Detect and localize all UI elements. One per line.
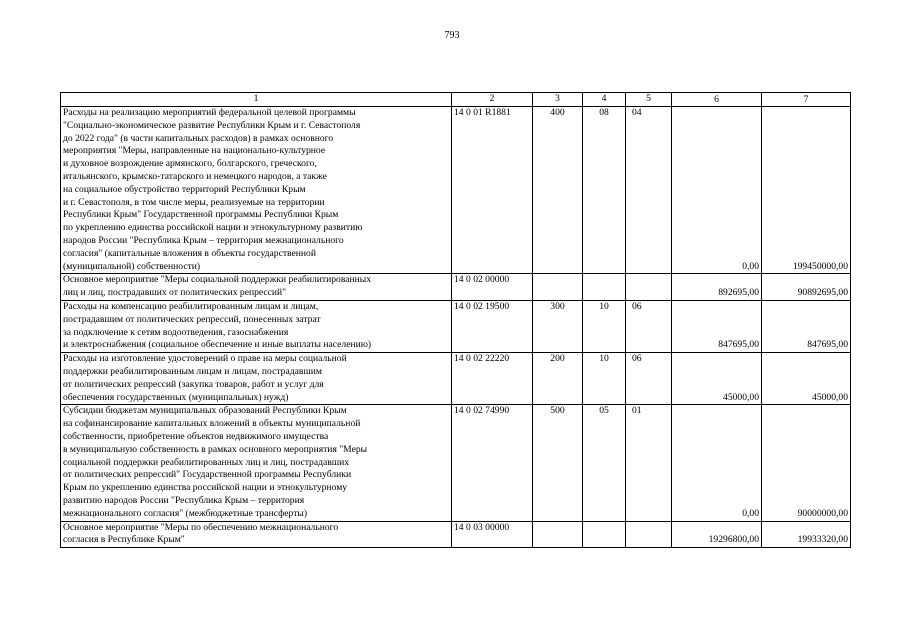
description-line: за подключение к сетям водоотведения, газоснабжения [63,326,289,338]
expense-type-cell: 500 [533,405,583,521]
expense-type-cell [533,274,583,301]
description-line: согласия" (капитальные вложения в объекты государственной [63,247,316,259]
amount-cell-7: 90892695,00 [762,274,851,301]
description-line: собственности, приобретение объектов недвижимого имущества [63,430,329,442]
header-cell-7: 7 [762,93,851,107]
section-cell [583,274,626,301]
description-cell [61,521,452,548]
description-cell [61,353,452,405]
header-cell-6: 6 [672,93,762,107]
amount-cell-7: 45000,00 [762,353,851,405]
amount-cell-6: 0,00 [672,405,762,521]
description-line: согласия в Республике Крым" [63,534,185,546]
description-line: Субсидии бюджетам муниципальных образований Республики Крым [63,405,347,417]
code-cell: 14 0 02 22220 [452,353,533,405]
section-cell: 10 [583,300,626,352]
description-line: Основное мероприятие "Меры социальной поддержки реабилитированных [63,274,372,286]
table-row [61,274,851,301]
header-cell-1: 1 [61,93,452,107]
description-cell [61,107,452,274]
header-cell-4: 4 [583,93,626,107]
description-cell [61,405,452,521]
table-row [61,353,851,405]
subsection-cell [626,521,672,548]
subsection-cell [626,274,672,301]
table-row [61,405,851,521]
amount-cell-6: 847695,00 [672,300,762,352]
subsection-cell: 01 [626,405,672,521]
description-line: и духовное возрождение армянского, болгарского, греческого, [63,158,317,170]
description-line: Расходы на реализацию мероприятий федеральной целевой программы [63,107,356,118]
amount-cell-7: 90000000,00 [762,405,851,521]
code-cell: 14 0 01 R1881 [452,107,533,274]
amount-cell-7: 19933320,00 [762,521,851,548]
expense-type-cell [533,521,583,548]
description-line: развитию народов России "Республика Крым – территория [63,494,305,506]
page-number: 793 [444,30,460,41]
table-row [61,521,851,548]
description-line: обеспечения государственных (муниципальных) нужд) [63,391,289,403]
amount-cell-6: 892695,00 [672,274,762,301]
table-row [61,107,851,274]
subsection-cell: 06 [626,300,672,352]
description-cell [61,274,452,301]
description-line: по укреплению единства российской нации и этнокультурному развитию [63,222,363,234]
header-cell-5: 5 [626,93,672,107]
description-line: в муниципальную собственность в рамках основного мероприятия "Меры [63,443,368,455]
table-row [61,300,851,352]
description-line: пострадавшим от политических репрессий, понесенных затрат [63,313,321,325]
header-cell-3: 3 [533,93,583,107]
section-cell: 08 [583,107,626,274]
amount-cell-7: 199450000,00 [762,107,851,274]
amount-cell-6: 19296800,00 [672,521,762,548]
description-line: и электроснабжения (социальное обеспечение и иные выплаты населению) [63,339,372,351]
expense-type-cell: 300 [533,300,583,352]
section-cell: 10 [583,353,626,405]
description-line: до 2022 года" (в части капитальных расходов) в рамках основного [63,132,334,144]
description-line: Основное мероприятие "Меры по обеспечению межнационального [63,521,339,533]
description-cell [61,300,452,352]
header-cell-2: 2 [452,93,533,107]
description-line: от политических репрессий (закупка товаров, работ и услуг для [63,378,324,390]
description-line: лиц и лиц, пострадавших от политических репрессий" [63,287,287,299]
code-cell: 14 0 03 00000 [452,521,533,548]
description-line: на социальное обустройство территорий Республики Крым [63,183,306,195]
subsection-cell: 04 [626,107,672,274]
description-line: Расходы на изготовление удостоверений о праве на меры социальной [63,353,347,365]
amount-cell-6: 45000,00 [672,353,762,405]
code-cell: 14 0 02 19500 [452,300,533,352]
description-line: Расходы на компенсацию реабилитированным лицам и лицам, [63,300,319,312]
description-line: социальной поддержки реабилитированных лиц и лиц, пострадавших [63,456,350,468]
table-header-row [61,93,851,107]
expense-type-cell: 400 [533,107,583,274]
description-line: народов России "Республика Крым – территория межнационального [63,234,344,246]
amount-cell-7: 847695,00 [762,300,851,352]
description-line: (муниципальной) собственности) [63,260,201,272]
description-line: на софинансирование капитальных вложений в объекты муниципальной [63,418,361,430]
section-cell [583,521,626,548]
expense-type-cell: 200 [533,353,583,405]
description-line: итальянского, крымско-татарского и немецкого народов, а также [63,170,327,182]
description-line: "Социально-экономическое развитие Республики Крым и г. Севастополя [63,119,361,131]
description-line: и г. Севастополя, в том числе меры, реализуемые на территории [63,196,325,208]
description-line: Крым по укреплению единства российской нации и этнокультурному [63,482,348,494]
code-cell: 14 0 02 74990 [452,405,533,521]
description-line: поддержки реабилитированным лицам и лицам, пострадавшим [63,365,322,377]
amount-cell-6: 0,00 [672,107,762,274]
code-cell: 14 0 02 00000 [452,274,533,301]
description-line: от политических репрессий" Государственной программы Республики [63,469,352,481]
description-line: межнационального согласия" (межбюджетные трансферты) [63,507,308,519]
budget-table [60,92,851,548]
description-line: Республики Крым" Государственной программы Республики Крым [63,209,339,221]
section-cell: 05 [583,405,626,521]
subsection-cell: 06 [626,353,672,405]
description-line: мероприятия "Меры, направленные на национально-культурное [63,145,326,157]
